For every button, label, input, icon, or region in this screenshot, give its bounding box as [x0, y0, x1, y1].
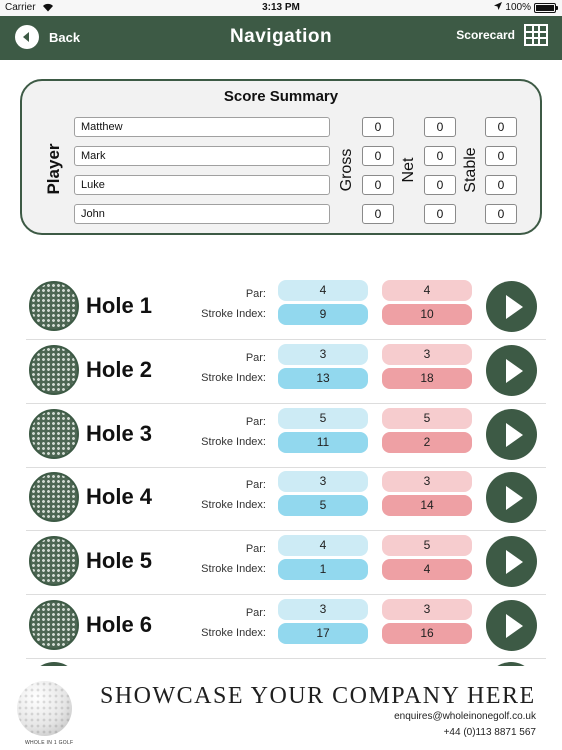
golf-ball-icon	[29, 409, 79, 459]
play-hole-5-button[interactable]	[486, 536, 537, 587]
golf-ball-icon	[29, 345, 79, 395]
hole-name: Hole 6	[86, 612, 153, 637]
stroke-index-value-blue: 9	[278, 304, 368, 325]
status-bar	[0, 0, 562, 16]
hole-row-3[interactable]	[26, 405, 546, 468]
gross-score-box: 0	[362, 146, 394, 166]
golf-ball-icon	[29, 600, 79, 650]
hole-name: Hole 5	[86, 548, 153, 573]
stroke-index-label: Stroke Index:	[201, 499, 266, 511]
par-value-red: 4	[382, 280, 472, 301]
par-value-blue: 4	[278, 535, 368, 556]
stable-score-box: 0	[485, 146, 517, 166]
stroke-index-value-blue: 1	[278, 559, 368, 580]
stroke-index-value-red: 2	[382, 432, 472, 453]
par-label: Par:	[245, 543, 266, 555]
hole-row-1[interactable]	[26, 277, 546, 340]
golf-ball-icon	[29, 662, 79, 666]
stroke-index-value-red: 14	[382, 495, 472, 516]
hole-row-2[interactable]	[26, 341, 546, 404]
hole-row-6[interactable]	[26, 596, 546, 659]
gross-label: Gross	[338, 148, 355, 192]
net-score-box: 0	[424, 117, 456, 137]
par-value-blue: 3	[278, 599, 368, 620]
golf-ball-icon	[29, 536, 79, 586]
gross-score-box: 0	[362, 204, 394, 224]
hole-row-4[interactable]	[26, 468, 546, 531]
par-value-red: 5	[382, 408, 472, 429]
stroke-index-label: Stroke Index:	[201, 627, 266, 639]
stroke-index-value-blue: 11	[278, 432, 368, 453]
golf-ball-icon	[29, 472, 79, 522]
player-4-name-input[interactable]	[74, 204, 330, 224]
golf-ball-logo-icon	[17, 681, 72, 736]
scorecard-button[interactable]	[456, 24, 548, 46]
ad-headline: SHOWCASE YOUR COMPANY HERE	[100, 683, 536, 709]
logo-text: WHOLE IN 1 GOLF	[25, 740, 74, 746]
gross-score-box: 0	[362, 117, 394, 137]
stable-score-box: 0	[485, 175, 517, 195]
par-value-red: 3	[382, 599, 472, 620]
stable-label: Stable	[462, 147, 479, 193]
player-1-name-input[interactable]	[74, 117, 330, 137]
hole-name: Hole 1	[86, 293, 153, 318]
score-summary-panel	[20, 79, 542, 235]
stable-score-box: 0	[485, 204, 517, 224]
play-hole-6-button[interactable]	[486, 600, 537, 651]
carrier-label: Carrier	[5, 2, 36, 13]
hole-name: Hole 2	[86, 357, 153, 382]
net-score-box: 0	[424, 146, 456, 166]
back-arrow-icon	[15, 25, 39, 49]
par-label: Par:	[245, 352, 266, 364]
hole-row-5[interactable]	[26, 532, 546, 595]
status-time: 3:13 PM	[262, 2, 300, 13]
net-label: Net	[400, 157, 417, 183]
battery-percent: 100%	[505, 2, 531, 13]
player-label: Player	[44, 143, 63, 195]
par-value-red: 3	[382, 471, 472, 492]
par-value-red: 3	[382, 344, 472, 365]
player-3-name-input[interactable]	[74, 175, 330, 195]
stable-score-box: 0	[485, 117, 517, 137]
gross-score-box: 0	[362, 175, 394, 195]
hole-name: Hole 3	[86, 421, 153, 446]
par-label: Par:	[245, 607, 266, 619]
location-arrow-icon	[494, 2, 502, 13]
golf-ball-icon	[29, 281, 79, 331]
par-value-blue: 3	[278, 344, 368, 365]
score-summary-title: Score Summary	[223, 88, 339, 105]
back-label: Back	[49, 29, 81, 45]
stroke-index-value-blue: 13	[278, 368, 368, 389]
net-score-box: 0	[424, 204, 456, 224]
par-label: Par:	[245, 416, 266, 428]
status-right	[494, 2, 556, 13]
stroke-index-value-red: 4	[382, 559, 472, 580]
page-title: Navigation	[229, 26, 333, 47]
battery-icon	[534, 3, 556, 13]
play-hole-3-button[interactable]	[486, 409, 537, 460]
play-button-partial	[486, 662, 536, 666]
par-value-blue: 4	[278, 280, 368, 301]
stroke-index-label: Stroke Index:	[201, 563, 266, 575]
net-score-box: 0	[424, 175, 456, 195]
stroke-index-label: Stroke Index:	[201, 436, 266, 448]
stroke-index-label: Stroke Index:	[201, 372, 266, 384]
play-hole-2-button[interactable]	[486, 345, 537, 396]
battery-fill	[536, 5, 554, 11]
ad-email[interactable]: enquires@wholeinonegolf.co.uk	[394, 711, 536, 722]
stroke-index-value-red: 16	[382, 623, 472, 644]
par-value-red: 5	[382, 535, 472, 556]
stroke-index-value-blue: 5	[278, 495, 368, 516]
par-label: Par:	[245, 288, 266, 300]
play-hole-1-button[interactable]	[486, 281, 537, 332]
scorecard-label: Scorecard	[456, 28, 515, 42]
back-button[interactable]	[15, 25, 80, 49]
hole-name: Hole 4	[86, 484, 153, 509]
par-label: Par:	[245, 479, 266, 491]
footer-ad-banner[interactable]	[0, 667, 562, 750]
stroke-index-label: Stroke Index:	[201, 308, 266, 320]
par-value-blue: 3	[278, 471, 368, 492]
player-2-name-input[interactable]	[74, 146, 330, 166]
stroke-index-value-red: 18	[382, 368, 472, 389]
hole-row-partial	[26, 656, 546, 666]
stroke-index-value-blue: 17	[278, 623, 368, 644]
ad-phone[interactable]: +44 (0)113 8871 567	[443, 727, 536, 738]
play-hole-4-button[interactable]	[486, 472, 537, 523]
grid-icon	[524, 24, 548, 46]
nav-bar	[0, 16, 562, 60]
stroke-index-value-red: 10	[382, 304, 472, 325]
par-value-blue: 5	[278, 408, 368, 429]
